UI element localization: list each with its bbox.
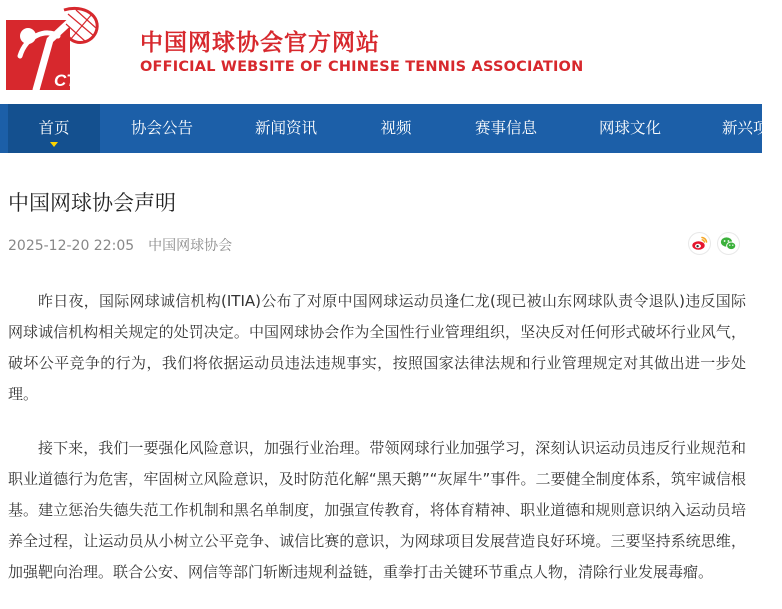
nav-item-label: 新兴项: [722, 119, 769, 137]
weibo-icon: [688, 232, 711, 255]
wechat-share-button[interactable]: [717, 232, 740, 255]
active-caret-icon: [50, 142, 58, 147]
site-title-en: OFFICIAL WEBSITE OF CHINESE TENNIS ASSOCIATION: [140, 59, 584, 75]
weibo-share-button[interactable]: [688, 232, 711, 255]
nav-item-home[interactable]: [8, 104, 100, 153]
site-header: [0, 0, 762, 104]
nav-item-label: 首页: [38, 119, 70, 137]
article-paragraph-2: 接下来，我们一要强化风险意识，加强行业治理。带领网球行业加强学习，深刻认识运动员违反行业规范和职业道德行为危害，牢固树立风险意识，及时防范化解“黑天鹅”“灰犀牛”事件。二要健全制度体系，筑牢诚信根基。建立惩治失德失范工作机制和黑名单制度，加强宣传教育，将体育精神、职业道德和规则意识纳入运动员培养全过程，让运动员从小树立公平竞争、诚信比赛的意识，为网球项目发展营造良好环境。三要坚持系统思维，加强靶向治理。联合公安、网信等部门斩断违规利益链，重拳打击关键环节重点人物，清除行业发展毒瘤。: [8, 439, 746, 581]
cta-logo[interactable]: [6, 6, 104, 94]
nav-item-announcements[interactable]: [116, 104, 208, 153]
nav-item-news[interactable]: [240, 104, 332, 153]
nav-item-emerging[interactable]: [710, 104, 782, 153]
nav-item-label: 网球文化: [598, 119, 661, 137]
article: [0, 153, 762, 609]
wechat-icon: [717, 232, 740, 255]
nav-item-video[interactable]: [364, 104, 428, 153]
nav-item-label: 协会公告: [130, 119, 193, 137]
nav-item-label: 新闻资讯: [254, 119, 317, 137]
main-nav: [0, 104, 769, 153]
logo-text: CTA: [54, 71, 88, 90]
nav-item-events[interactable]: [460, 104, 552, 153]
nav-item-label: 赛事信息: [474, 119, 537, 137]
article-title: 中国网球协会声明: [8, 191, 176, 215]
article-source: 中国网球协会: [148, 238, 233, 254]
nav-item-culture[interactable]: [584, 104, 676, 153]
site-title-cn[interactable]: 中国网球协会官方网站: [140, 30, 380, 56]
article-meta: [8, 235, 232, 255]
article-paragraph-1: 昨日夜，国际网球诚信机构(ITIA)公布了对原中国网球运动员逢仁龙(现已被山东网球队责令退队)违反国际网球诚信机构相关规定的处罚决定。中国网球协会作为全国性行业管理组织，坚决反对任何形式破坏行业风气，破坏公平竞争的行为，我们将依据运动员违法违规事实，按照国家法律法规和行业管理规定对其做出进一步处理。: [8, 292, 746, 403]
nav-item-label: 视频: [380, 119, 412, 137]
article-datetime: 2025-12-20 22:05: [8, 238, 135, 254]
